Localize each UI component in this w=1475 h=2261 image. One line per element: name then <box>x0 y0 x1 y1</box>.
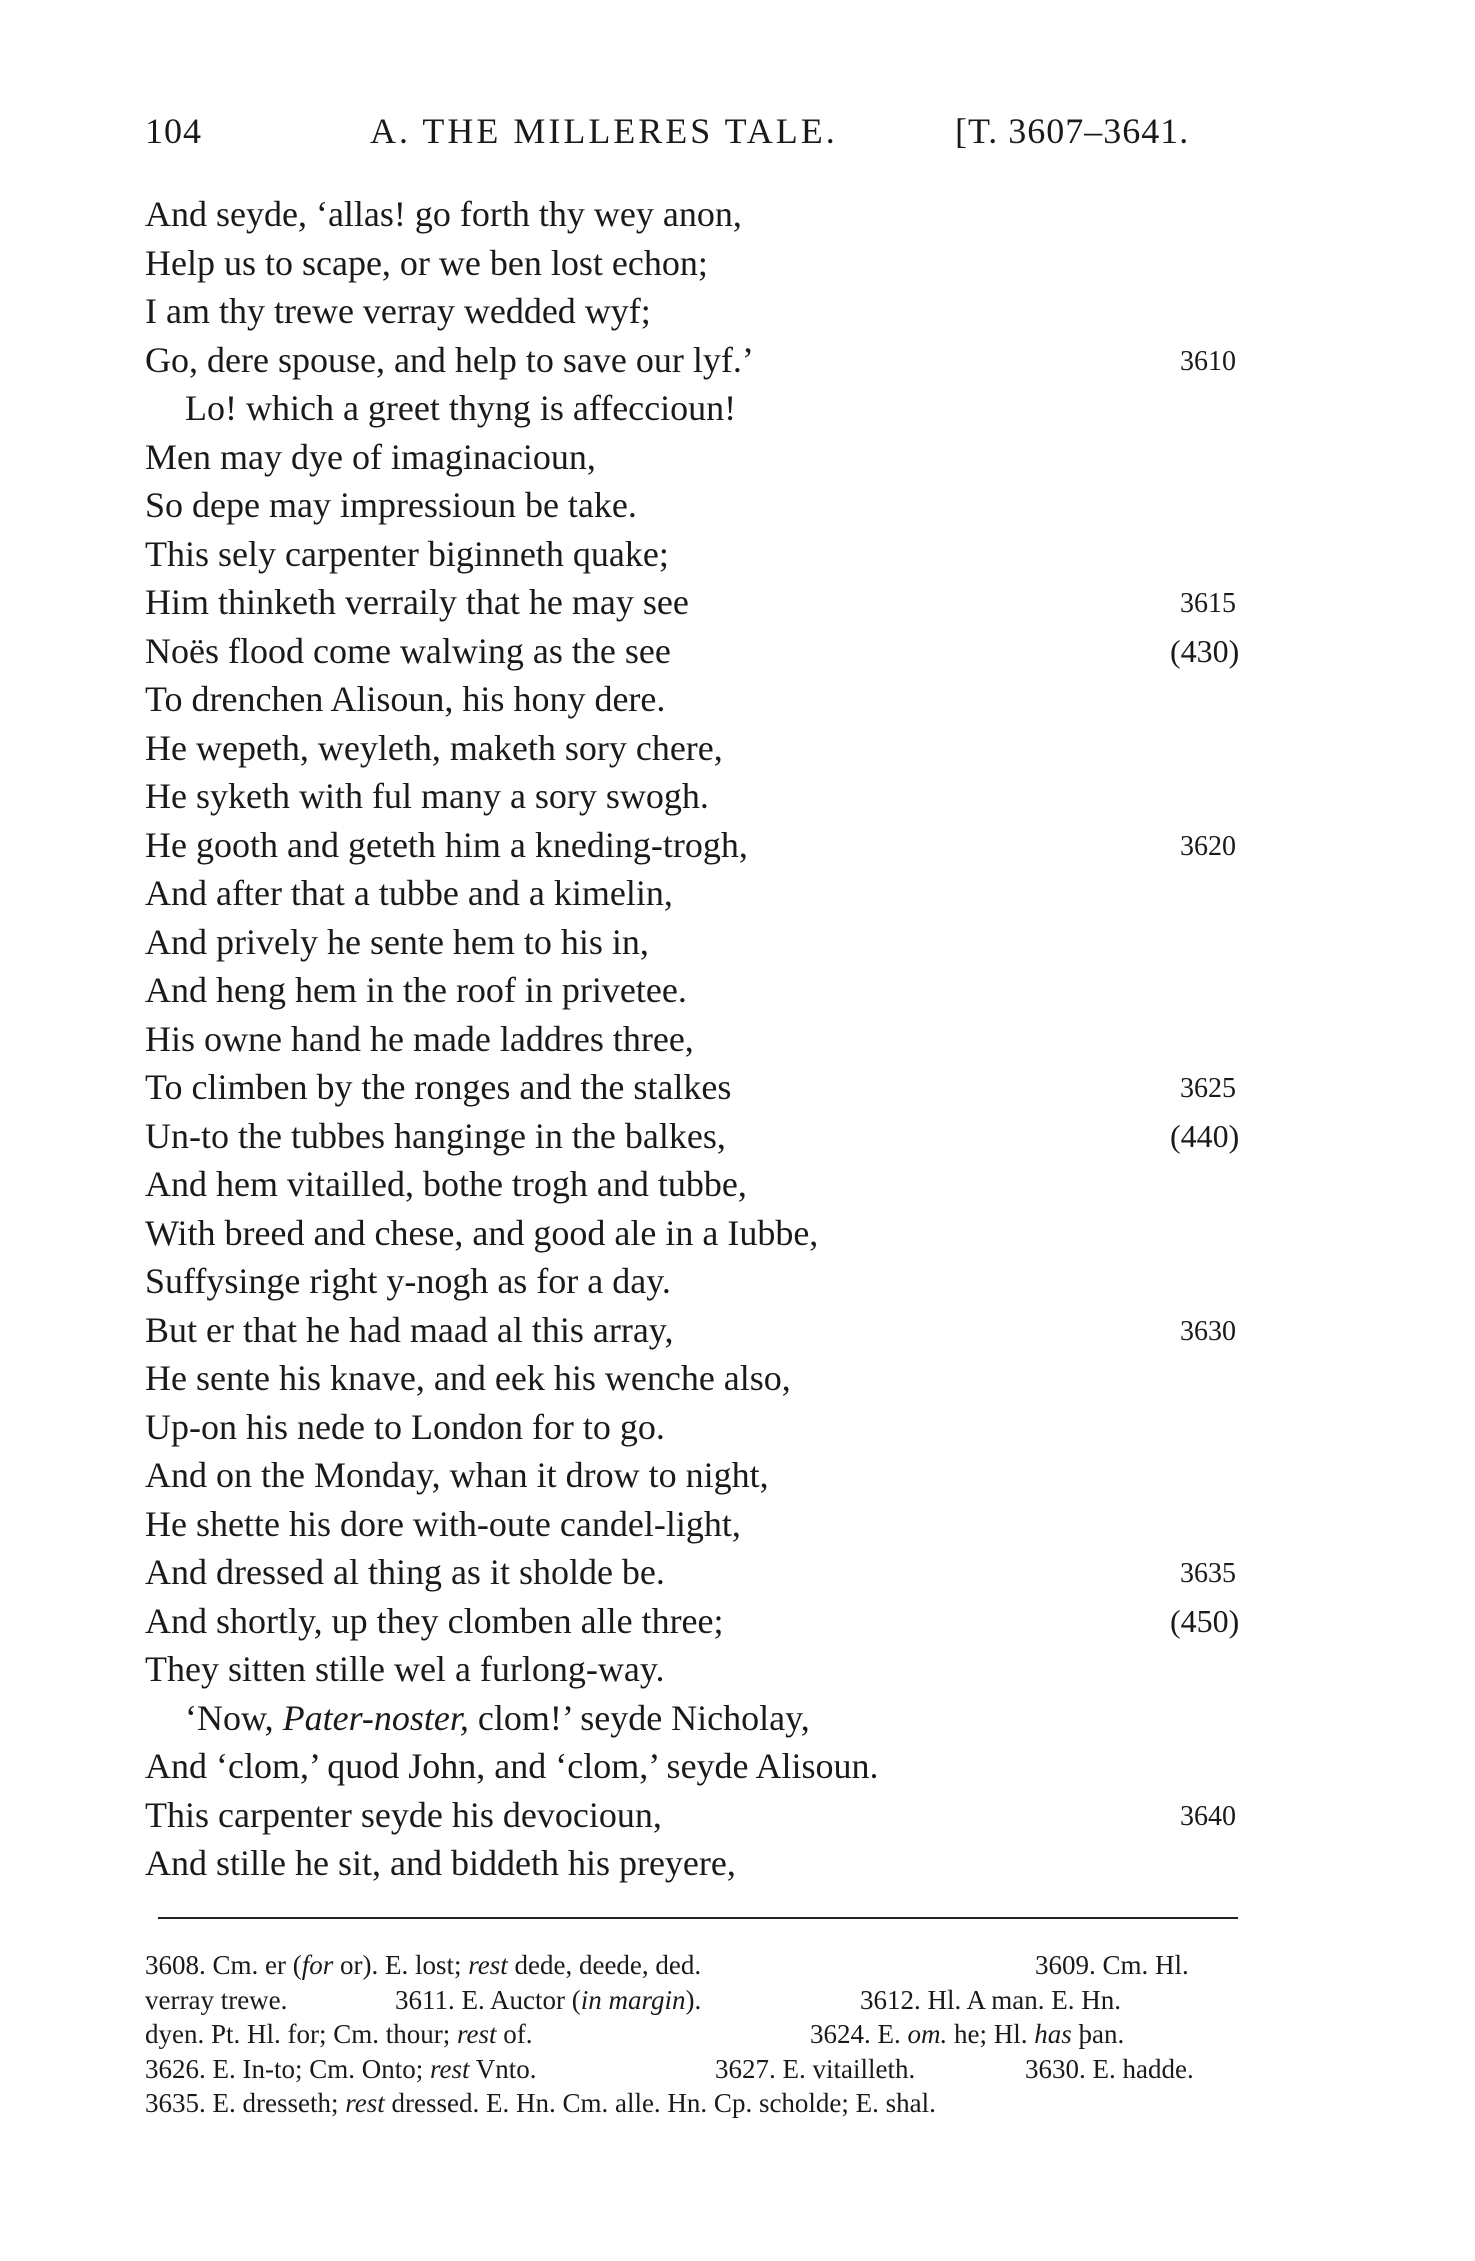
verse-text: And dressed al thing as it sholde be. <box>145 1552 665 1592</box>
footnote-line <box>145 2017 1255 2052</box>
footnote-segment: 3630. E. hadde. <box>1025 2053 1194 2084</box>
verse-line <box>145 869 1255 918</box>
verse-text: Men may dye of imaginacioun, <box>145 436 596 477</box>
footnote-italic: in margin <box>580 1984 686 2015</box>
alt-line-number: (430) <box>1170 632 1240 669</box>
verse-line <box>145 433 1255 482</box>
verse-text: And shortly, up they clomben alle three; <box>145 1600 724 1641</box>
footnote-italic: for <box>301 1950 334 1980</box>
verse-text: And prively he sente hem to his in, <box>145 921 649 962</box>
footnote-segment: he; Hl. <box>947 2019 1035 2049</box>
verse-text: To climben by the ronges and the stalkes <box>145 1067 732 1107</box>
verse-segment: ‘Now, <box>185 1697 283 1738</box>
verse-text: I am thy trewe verray wedded wyf; <box>145 291 651 331</box>
footnote-segment: or). E. lost; <box>333 1950 469 1980</box>
footnotes <box>145 1948 1255 2121</box>
verse-text: This sely carpenter biginneth quake; <box>145 533 669 574</box>
footnote-segment: dede, deede, ded. <box>507 1950 702 1980</box>
footnote-text <box>145 2017 533 2052</box>
page-number: 104 <box>145 111 202 151</box>
footnote-segment: of. <box>496 2019 533 2049</box>
verse-text: And ‘clom,’ quod John, and ‘clom,’ seyde Alisoun. <box>145 1746 879 1786</box>
verse-line <box>145 1403 1255 1452</box>
verse-line <box>145 1257 1255 1306</box>
verse-line <box>145 1160 1255 1209</box>
verse-text: He syketh with ful many a sory swogh. <box>145 776 709 816</box>
footnote-segment: 3608. Cm. er ( <box>145 1950 302 1980</box>
verse-line <box>145 675 1255 724</box>
line-number: 3635 <box>1180 1558 1236 1589</box>
poem-text <box>145 190 1255 1888</box>
verse-line <box>145 1306 1255 1355</box>
verse-line <box>145 190 1255 239</box>
running-title: A. THE MILLERES TALE. <box>370 111 838 151</box>
verse-line <box>145 239 1255 288</box>
footnote-segment: 3612. Hl. A man. E. Hn. <box>860 1984 1121 2015</box>
verse-text: Lo! which a greet thyng is affeccioun! <box>185 388 737 428</box>
verse-line <box>145 821 1255 870</box>
footnote-segment: dressed. E. Hn. Cm. alle. Hn. Cp. scholde; E. shal. <box>384 2088 936 2118</box>
footnote-segment: ). <box>685 1984 702 2015</box>
footnote-segment: 3624. E. <box>810 2019 908 2049</box>
line-number: 3615 <box>1180 588 1236 619</box>
line-number: 3610 <box>1180 345 1236 377</box>
verse-text: He sente his knave, and eek his wenche also, <box>145 1358 791 1398</box>
verse-line <box>145 1839 1255 1888</box>
verse-line <box>145 966 1255 1015</box>
verse-text: And after that a tubbe and a kimelin, <box>145 873 673 913</box>
verse-line <box>145 1791 1255 1840</box>
verse-text: He wepeth, weyleth, maketh sory chere, <box>145 727 723 768</box>
verse-line <box>145 724 1255 773</box>
footnote-divider <box>158 1917 1238 1919</box>
verse-line <box>145 1209 1255 1258</box>
footnote-segment: dyen. Pt. Hl. for; Cm. thour; <box>145 2019 457 2049</box>
footnote-segment: 3611. E. Auctor ( <box>395 1984 581 2015</box>
verse-line <box>145 530 1255 579</box>
line-number: 3640 <box>1180 1800 1236 1832</box>
verse-text: Up-on his nede to London for to go. <box>145 1406 665 1447</box>
verse-text: To drenchen Alisoun, his hony dere. <box>145 679 666 719</box>
verse-text: And stille he sit, and biddeth his preyere, <box>145 1843 736 1883</box>
verse-text: He shette his dore with-oute candel-light, <box>145 1503 741 1544</box>
footnote-text <box>810 2017 1124 2052</box>
verse-line <box>145 481 1255 530</box>
footnote-line <box>145 2086 1255 2121</box>
alt-line-number: (440) <box>1170 1117 1240 1154</box>
alt-line-number: (450) <box>1170 1602 1240 1639</box>
verse-italic: Pater-noster, <box>282 1697 469 1738</box>
verse-line <box>145 1548 1255 1597</box>
line-range: [T. 3607–3641. <box>955 111 1190 151</box>
footnote-segment: Vnto. <box>469 2053 537 2084</box>
footnote-italic: rest <box>468 1950 508 1980</box>
verse-text: So depe may impressioun be take. <box>145 485 637 525</box>
verse-line <box>145 772 1255 821</box>
verse-text: And hem vitailled, bothe trogh and tubbe, <box>145 1164 747 1204</box>
verse-text: This carpenter seyde his devocioun, <box>145 1794 662 1835</box>
footnote-italic: om. <box>907 2019 948 2049</box>
line-number: 3630 <box>1180 1315 1236 1347</box>
footnote-text <box>145 2086 936 2121</box>
footnote-italic: rest <box>430 2053 470 2084</box>
verse-text: Help us to scape, or we ben lost echon; <box>145 242 708 283</box>
verse-text: Noës flood come walwing as the see <box>145 630 671 671</box>
verse-text: His owne hand he made laddres three, <box>145 1018 694 1059</box>
verse-text: With breed and chese, and good ale in a Iubbe, <box>145 1212 819 1253</box>
verse-line <box>145 1112 1255 1161</box>
verse-text: Go, dere spouse, and help to save our lyf.’ <box>145 339 754 380</box>
verse-text: But er that he had maad al this array, <box>145 1309 674 1350</box>
line-number: 3620 <box>1180 830 1236 862</box>
footnote-segment: 3609. Cm. Hl. <box>1035 1950 1189 1980</box>
verse-text: And heng hem in the roof in privetee. <box>145 970 687 1010</box>
verse-text: They sitten stille wel a furlong-way. <box>145 1649 665 1689</box>
verse-text: Un-to the tubbes hanginge in the balkes, <box>145 1115 726 1156</box>
footnote-text <box>145 2052 537 2087</box>
verse-line <box>145 336 1255 385</box>
footnote-line <box>145 2052 1255 2087</box>
footnote-text <box>395 1983 701 2018</box>
verse-line <box>145 1354 1255 1403</box>
verse-line <box>145 384 1255 433</box>
verse-line <box>145 1694 1255 1743</box>
footnote-italic: has <box>1034 2019 1072 2049</box>
footnote-line <box>145 1983 1255 2018</box>
footnote-italic: rest <box>345 2088 385 2118</box>
verse-line <box>145 287 1255 336</box>
verse-text: Him thinketh verraily that he may see <box>145 582 689 622</box>
verse-text: And on the Monday, whan it drow to night, <box>145 1455 769 1495</box>
verse-line <box>145 1500 1255 1549</box>
footnote-segment: verray trewe. <box>145 1984 288 2015</box>
footnote-segment: 3627. E. vitailleth. <box>715 2053 916 2084</box>
footnote-italic: rest <box>457 2019 497 2049</box>
footnote-segment: þan. <box>1071 2019 1125 2049</box>
footnote-text <box>145 1948 701 1983</box>
verse-text <box>145 1698 810 1738</box>
verse-text: And seyde, ‘allas! go forth thy wey anon, <box>145 194 742 234</box>
verse-text: Suffysinge right y-nogh as for a day. <box>145 1261 671 1301</box>
verse-line <box>145 918 1255 967</box>
verse-line <box>145 1451 1255 1500</box>
verse-line <box>145 578 1255 627</box>
verse-line <box>145 627 1255 676</box>
footnote-line <box>145 1948 1255 1983</box>
verse-text: He gooth and geteth him a kneding-trogh, <box>145 824 748 865</box>
line-number: 3625 <box>1180 1073 1236 1104</box>
verse-line <box>145 1063 1255 1112</box>
footnote-segment: 3635. E. dresseth; <box>145 2088 346 2118</box>
verse-line <box>145 1742 1255 1791</box>
verse-line <box>145 1645 1255 1694</box>
footnote-segment: 3626. E. In-to; Cm. Onto; <box>145 2053 430 2084</box>
verse-line <box>145 1015 1255 1064</box>
verse-segment: clom!’ seyde Nicholay, <box>468 1697 810 1738</box>
verse-line <box>145 1597 1255 1646</box>
